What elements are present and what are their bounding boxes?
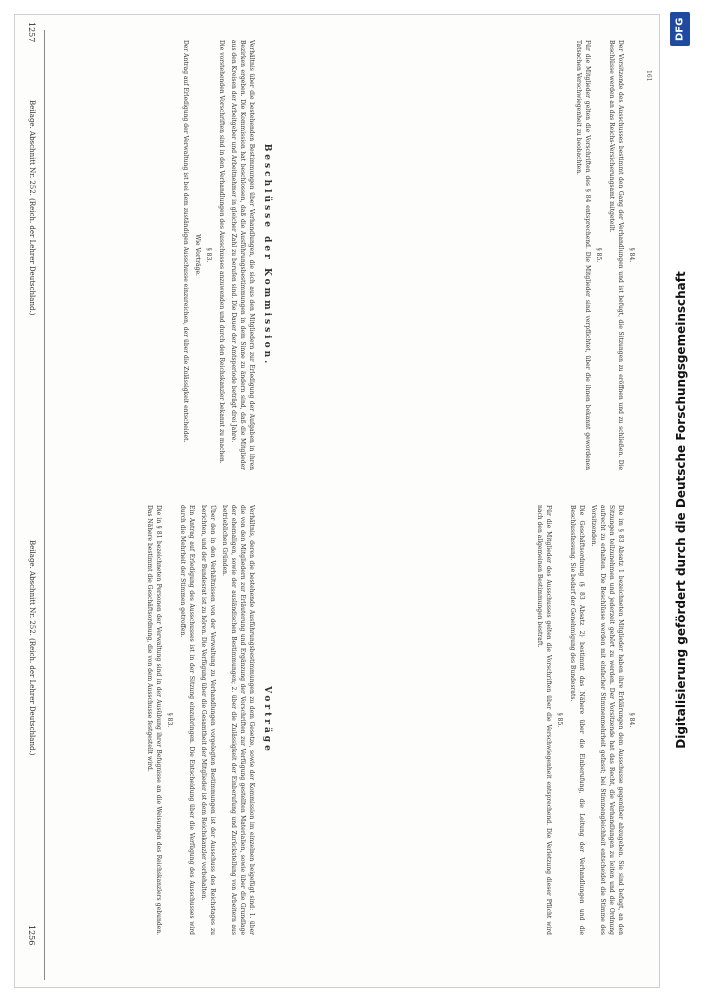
- section-number: § 83.: [205, 247, 212, 263]
- right-page-column-2: [571, 40, 640, 470]
- watermark-text: Digitalisierung gefördert durch die Deutsche Forschungsgemeinschaft: [674, 271, 688, 749]
- section-number: § 84.: [628, 247, 635, 263]
- section-number: § 85.: [595, 247, 602, 263]
- right-page-column-1: [178, 40, 275, 470]
- paragraph: Über den in den Verhältnissen von der Verwaltung zu Verhandlungen vorgelegten Bestimmungen ist der Ausschuss des Reichstages zu berichten, und der Bundesrat ist zu hören. Die Verfügung über die Gesamtheit der Mitglieder ist dem Reichskanzler vorbehalten.: [200, 505, 216, 935]
- paragraph: Der Antrag auf Erledigung der Verwaltung ist bei dem zuständigen Ausschusse einzureichen, der über die Zulässigkeit entscheidet.: [182, 40, 189, 443]
- left-page-heading: Vorträge: [262, 686, 272, 754]
- left-page-column-2: [532, 505, 640, 935]
- note: Wie Vorträge.: [194, 234, 201, 276]
- paragraph: Die in § 81 bezeichneten Personen der Verwaltung sind in der Ausübung ihrer Befugnisse an die Weisungen des Reichskanzlers gebunden. Das Nähere bestimmt die Geschäftsordnung, die von dem Ausschusse festgestellt wird.: [146, 505, 162, 935]
- section-number: § 83.: [166, 712, 173, 728]
- paragraph: Der Vorsitzende des Ausschusses bestimmt den Gang der Verhandlungen und ist befugt, die Sitzungen zu eröffnen und zu schließen. Die Beschlüsse werden an das Reichs-Versicherungsamt mitgeteilt.: [608, 40, 624, 470]
- paragraph: Verhältnis über die bestehenden Bestimmungen über Verhandlungen, die sich aus den Mitgliedern zur Erledigung der Aufgaben in ihren Bezirken ergeben. Die Kommission hat beschlossen, daß die Ausführungsbestimmungen in dem Sinne zu ändern sind, daß die Mitglieder aus den Kreisen der Arbeitgeber und Arbeitnehmer in gleicher Zahl zu berufen sind. Die Dauer der Amtsperiode beträgt drei Jahre.: [230, 40, 255, 470]
- paragraph: Für die Mitglieder des Ausschusses gelten die Vorschriften über die Verschwiegenheit entsprechend. Die Verletzung dieser Pflicht wird nach den allgemeinen Bestimmungen bestraft.: [536, 505, 552, 935]
- left-page-number: 1256: [27, 925, 36, 946]
- section-number: § 84.: [628, 712, 635, 728]
- left-running-head: Beilage. Abschnitt Nr. 252. (Reich. der Lehrer Deutschland.): [28, 540, 36, 756]
- dfg-logo: DFG: [670, 12, 690, 46]
- paragraph: Die Geschäftsordnung (§ 83 Absatz 2) bestimmt das Nähere über die Einberufung, die Leitung der Verhandlungen und die Beschlussfassung. Sie bedarf der Genehmigung des Bundesrats.: [569, 505, 585, 935]
- paragraph: Die im § 83 Absatz 1 bezeichneten Mitglieder haben ihre Erklärungen dem Ausschusse gegenüber abzugeben. Sie sind befugt, an den Sitzungen teilzunehmen und jederzeit gehört zu werden. Der Vorsitzende hat das Recht, die Verhandlungen zu leiten und die Ordnung aufrecht zu erhalten. Die Beschlüsse werden mit einfacher Stimmenmehrheit gefasst; bei Stimmengleichheit entscheidet die Stimme des Vorsitzenden.: [590, 505, 624, 935]
- right-page-heading: Beschlüsse der Kommission.: [262, 143, 272, 367]
- paragraph: Für die Mitglieder gelten die Vorschriften des § 84 entsprechend. Die Mitglieder sind verpflichtet, über die ihnen bekannt gewordenen Tatsachen Verschwiegenheit zu beobachten.: [575, 40, 591, 470]
- side-mark: 161: [645, 70, 652, 82]
- paragraph: Ein Antrag auf Erledigung des Ausschusses ist in der Sitzung einzubringen. Die Entscheidung über die Verfügung des Ausschusses wird durch die Mehrheit der Stimmen getroffen.: [179, 505, 195, 935]
- paragraph: Verhältnis, deren die bestehende Ausführungsbestimmungen zu dem Gesetze, sowie der Kommission im einzelnen beigefügt sind: 1. über die von den Mitgliedern zur Erläuterung und Ergänzung der Vorschriften zur Verfügung gestellten Materialien, sowie über die Grundlage der ehemaligen, sowie der ausländischen Bestimmungen; 2. über die Zulässigkeit der Einberufung und Zurückstellung von Arbeitern aus betrieblichen Gründen.: [221, 505, 255, 935]
- right-running-head: Beilage. Abschnitt Nr. 252. (Reich. der Lehrer Deutschland.): [28, 100, 36, 316]
- paragraph: Die vorstehenden Vorschriften sind in den Verhandlungen des Ausschusses anzuwenden und durch den Reichskanzler bekannt zu machen.: [218, 40, 225, 464]
- header-rule: [44, 30, 45, 980]
- section-number: § 85.: [556, 712, 563, 728]
- left-page-column-1: [142, 505, 275, 935]
- right-page-number: 1257: [27, 22, 36, 43]
